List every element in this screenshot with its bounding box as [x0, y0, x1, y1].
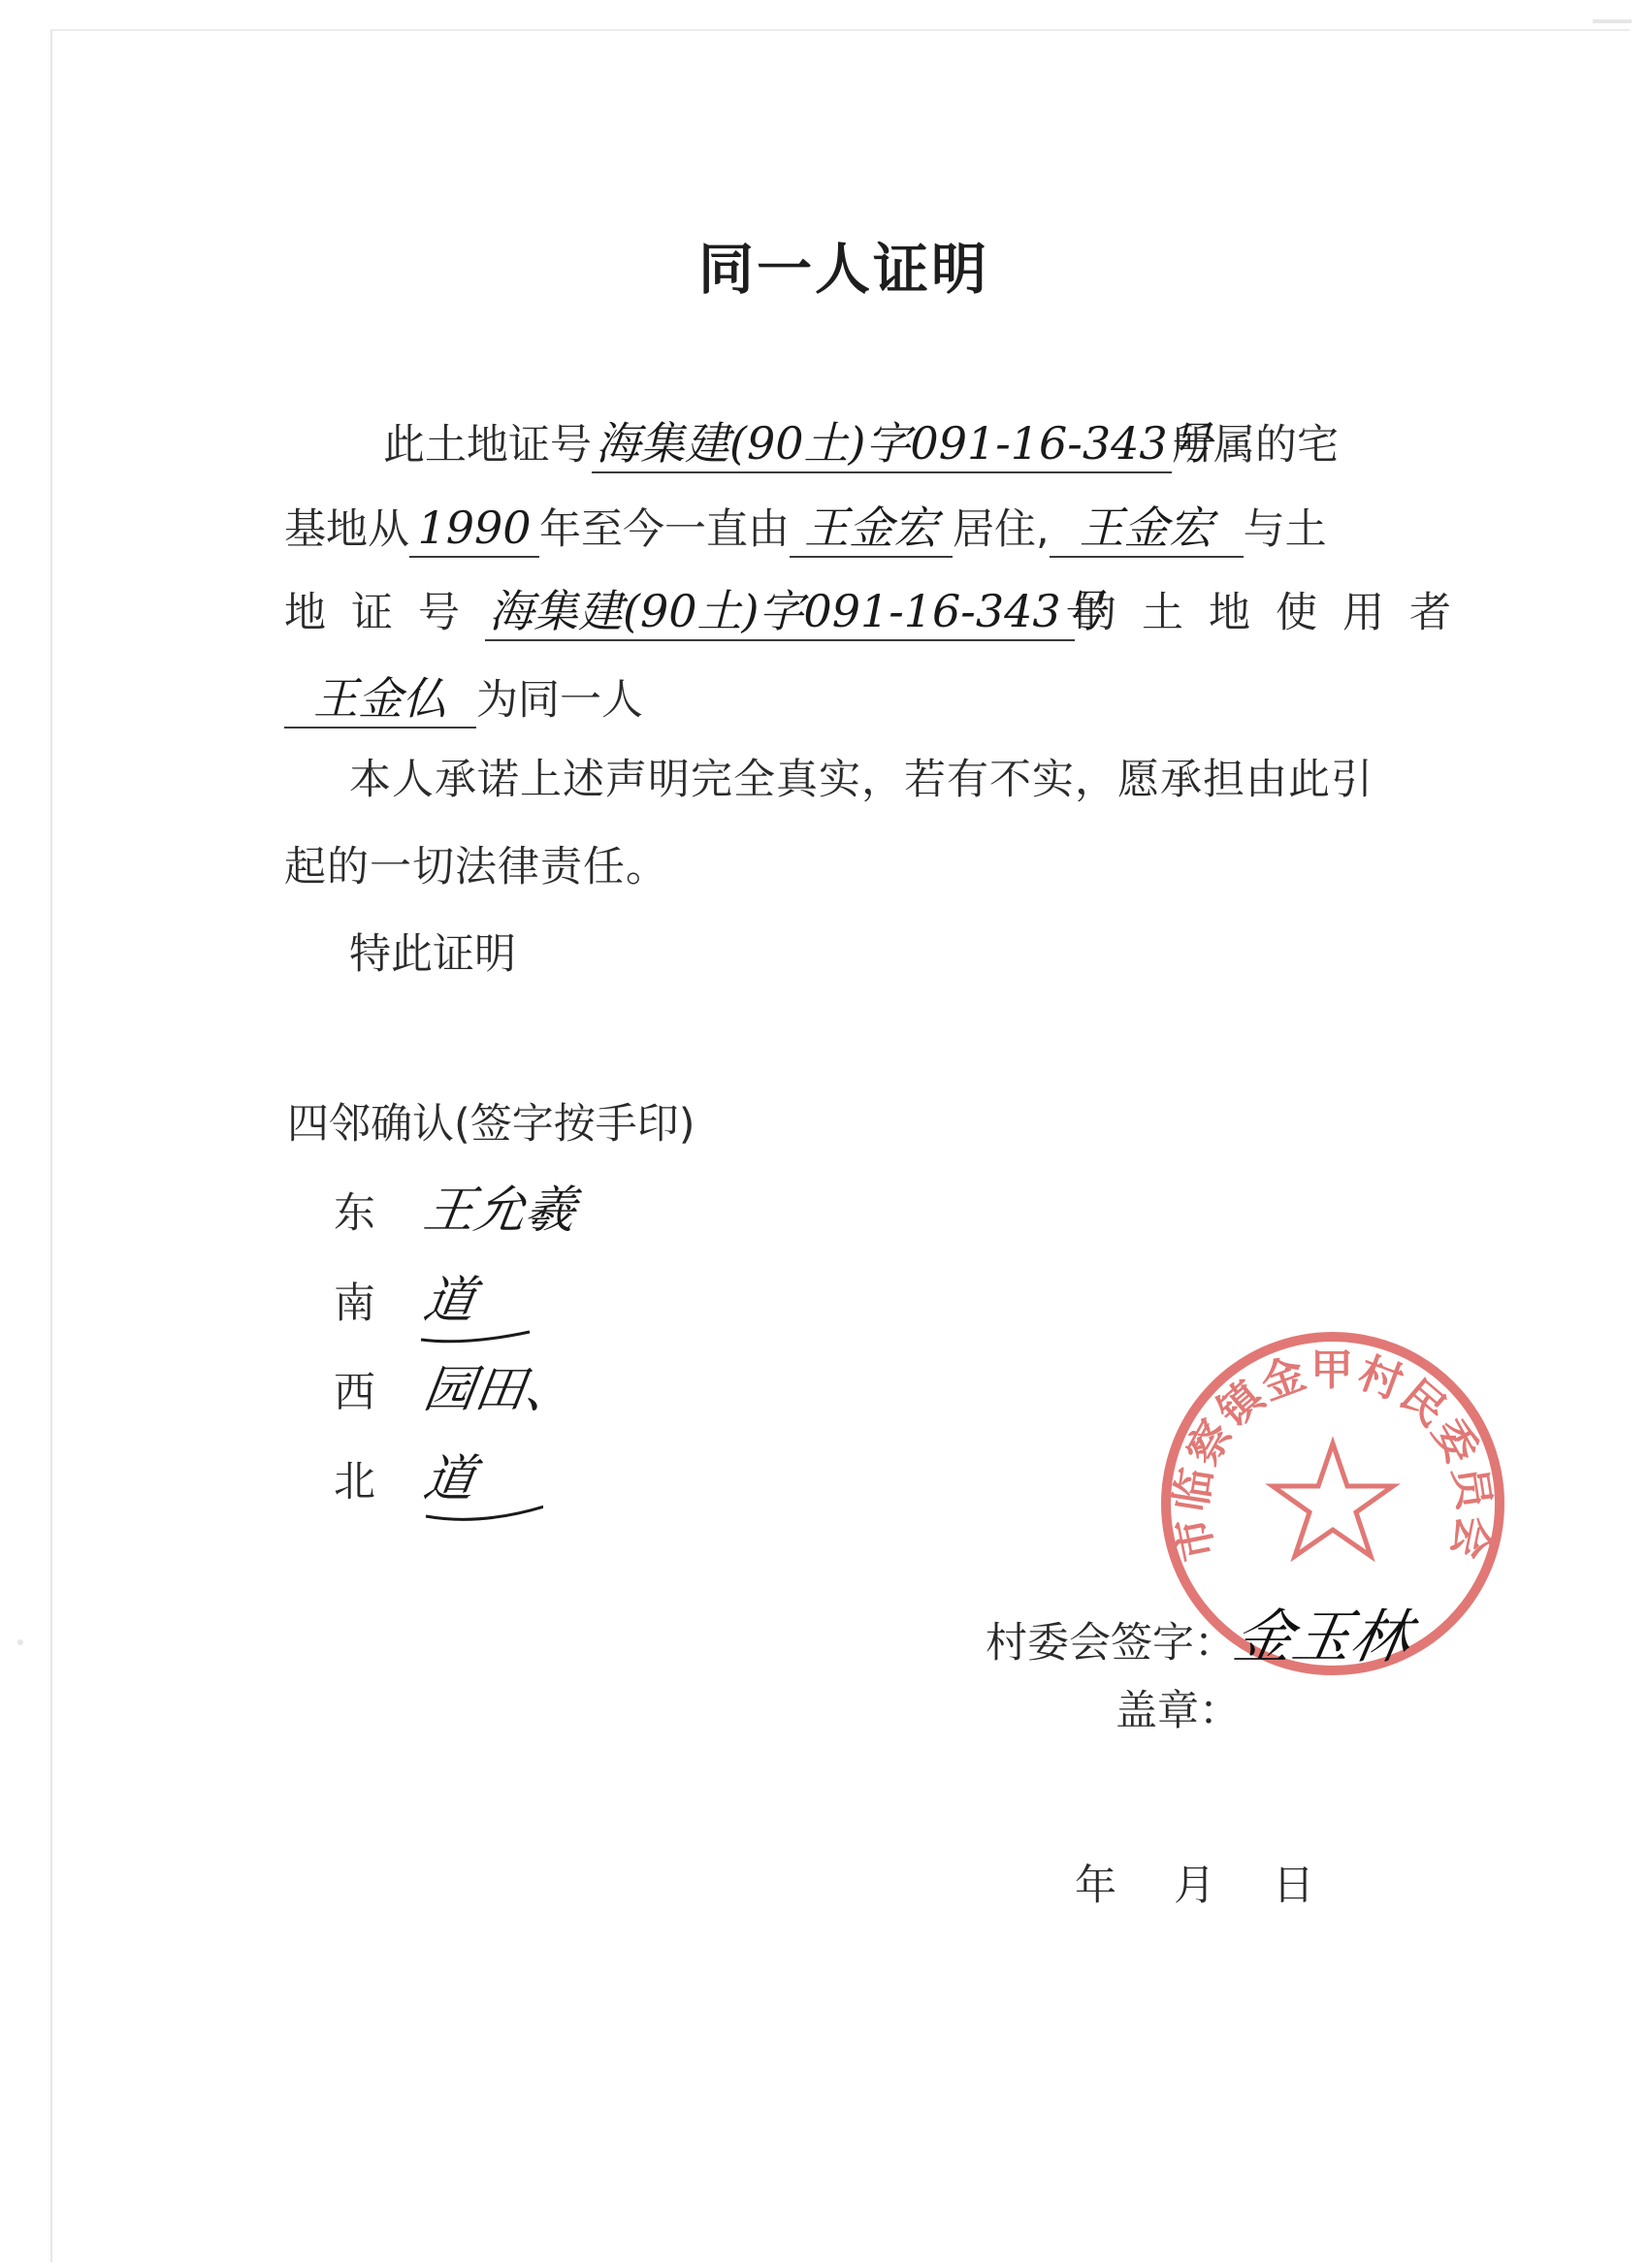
statement-line-4	[284, 667, 643, 729]
ink-stroke	[417, 1505, 543, 1524]
neighbor-signature: 道	[420, 1450, 479, 1508]
scan-edge-mark	[17, 1639, 23, 1645]
neighbor-signature-wrap	[404, 1438, 479, 1510]
scan-edge-mark	[1593, 19, 1632, 23]
committee-signature-line	[986, 1591, 1416, 1674]
statement-line-2	[284, 497, 1327, 558]
neighbor-row-west	[334, 1348, 580, 1421]
neighbor-direction: 东	[334, 1189, 375, 1238]
committee-label: 村委会签字：	[986, 1619, 1236, 1668]
statement-line-1	[383, 412, 1339, 473]
neighbor-signature-wrap	[404, 1259, 479, 1332]
closing-text: 特此证明	[349, 930, 516, 979]
neighbor-direction: 西	[334, 1369, 375, 1417]
person-name-field: 王金宏	[1050, 500, 1244, 558]
neighbor-signature: 园田、	[420, 1361, 580, 1419]
statement-text: 所属的宅	[1172, 421, 1339, 470]
seal-star-icon	[1273, 1443, 1393, 1556]
committee-signature: 金玉林	[1228, 1604, 1416, 1671]
stamp-label: 盖章：	[1116, 1687, 1241, 1735]
statement-text: 此土地证号	[383, 421, 592, 470]
resident-name-field: 王金宏	[790, 500, 953, 558]
statement-line-3	[284, 580, 1476, 641]
page-title: 同一人证明	[698, 238, 989, 302]
neighbor-signature: 道	[420, 1272, 479, 1330]
neighbor-row-east	[334, 1169, 580, 1242]
statement-text: 年至今一直由	[539, 505, 790, 554]
ink-stroke	[417, 1326, 534, 1345]
neighbor-row-south	[334, 1259, 479, 1332]
statement-text: 的土地使用者	[1075, 589, 1476, 637]
promise-line-2: 起的一切法律责任。	[284, 843, 668, 891]
year-field: 1990	[409, 500, 539, 558]
promise-line-1: 本人承诺上述声明完全真实，若有不实，愿承担由此引	[349, 756, 1374, 804]
seal-text: 市临察镇金甲村民委员会	[1166, 1345, 1500, 1566]
statement-text: 与土	[1243, 505, 1327, 554]
neighbors-heading: 四邻确认(签字按手印)	[287, 1100, 695, 1149]
neighbor-direction: 北	[334, 1458, 375, 1507]
certificate-number-field: 海集建(90土)字091-16-343号	[592, 415, 1172, 473]
neighbor-signature: 王允羲	[420, 1182, 580, 1240]
neighbor-row-north	[334, 1438, 479, 1510]
neighbor-direction: 南	[334, 1280, 375, 1328]
statement-text: 基地从	[284, 505, 409, 554]
certificate-number-field: 海集建(90土)字091-16-343号	[485, 583, 1075, 641]
date-line: 年 月 日	[1075, 1862, 1322, 1910]
statement-text: 地证号	[284, 589, 485, 637]
statement-text: 居住,	[953, 505, 1050, 554]
land-user-name-field: 王金仏	[284, 670, 476, 729]
statement-text: 为同一人	[476, 676, 643, 725]
